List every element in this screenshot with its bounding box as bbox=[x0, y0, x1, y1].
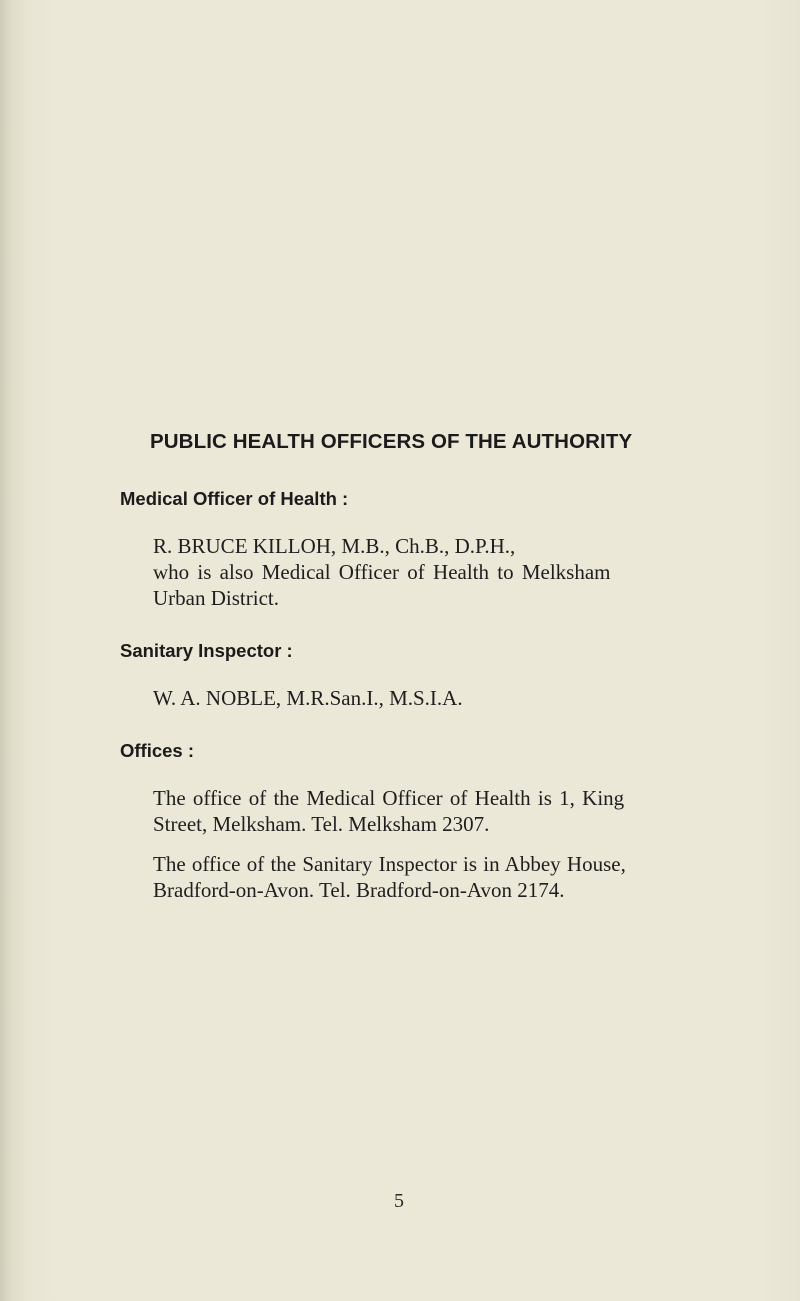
page-title: PUBLIC HEALTH OFFICERS OF THE AUTHORITY bbox=[150, 430, 633, 453]
offices-heading: Offices : bbox=[120, 740, 195, 761]
medical-officer-note-line-1: who is also Medical Officer of Health to Melksham bbox=[153, 560, 611, 584]
offices-line-4: Bradford-on-Avon. Tel. Bradford-on-Avon 2174. bbox=[153, 878, 565, 902]
offices-line-3: The office of the Sanitary Inspector is in Abbey House, bbox=[153, 852, 626, 876]
offices-line-2: Street, Melksham. Tel. Melksham 2307. bbox=[153, 812, 490, 836]
medical-officer-note-line-2: Urban District. bbox=[153, 586, 279, 610]
offices-line-1: The office of the Medical Officer of Health is 1, King bbox=[153, 786, 625, 810]
medical-officer-heading: Medical Officer of Health : bbox=[120, 488, 349, 509]
sanitary-inspector-heading: Sanitary Inspector : bbox=[120, 640, 293, 661]
sanitary-inspector-name: W. A. NOBLE, M.R.San.I., M.S.I.A. bbox=[153, 686, 463, 710]
page-number: 5 bbox=[394, 1190, 404, 1212]
medical-officer-name: R. BRUCE KILLOH, M.B., Ch.B., D.P.H., bbox=[153, 534, 516, 558]
